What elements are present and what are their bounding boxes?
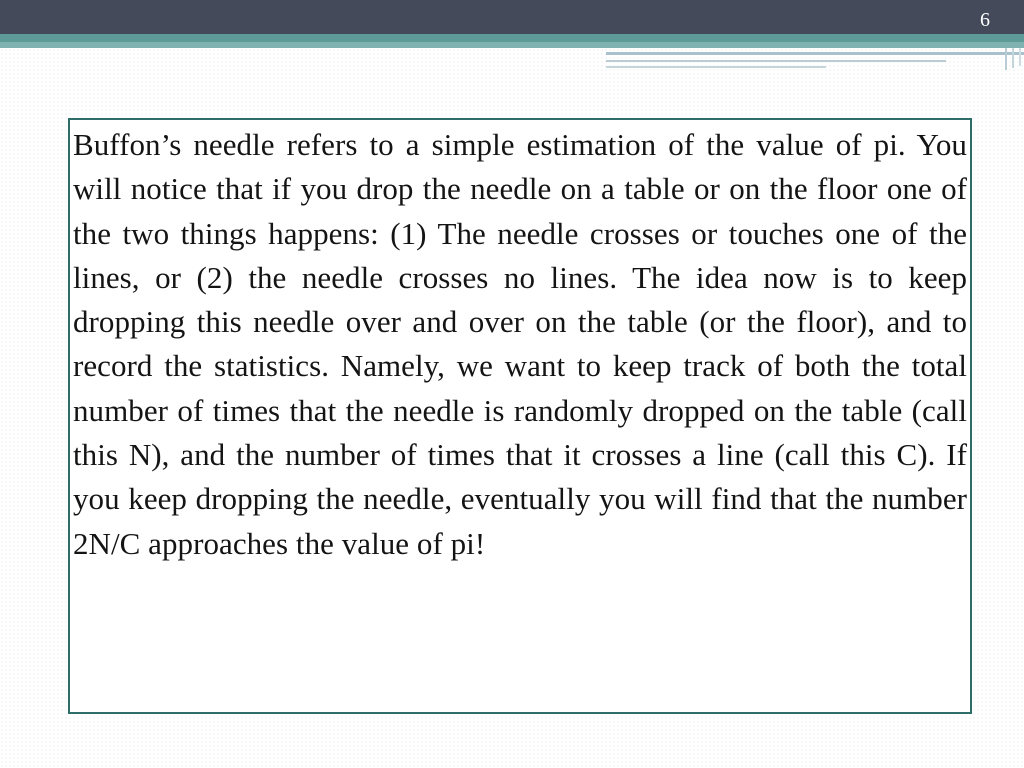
decorative-line xyxy=(606,60,946,62)
page-number: 6 xyxy=(980,9,990,31)
decorative-line xyxy=(606,52,1024,55)
text-box xyxy=(68,118,972,714)
header-accent-band-light xyxy=(0,42,1024,48)
decorative-line xyxy=(1019,48,1021,66)
decorative-line xyxy=(1005,48,1007,70)
body-paragraph: Buffon’s needle refers to a simple estimation of the value of pi. You will notice that if you drop the needle on a table or on the floor one of the two things happens: (1) The needle crosses or touches one of the lines, or (2) the needle crosses no lines. The idea now is to keep dropping this needle over and over on the table (or the floor), and to record the statistics. Namely, we want to keep track of both the total number of times that the needle is randomly dropped on the table (call this N), and the number of times that it crosses a line (call this C). If you keep dropping the needle, eventually you will find that the number 2N/C approaches the value of pi! xyxy=(73,127,967,561)
decorative-line xyxy=(606,66,826,68)
header-bar xyxy=(0,0,1024,34)
decorative-line xyxy=(1012,48,1014,68)
